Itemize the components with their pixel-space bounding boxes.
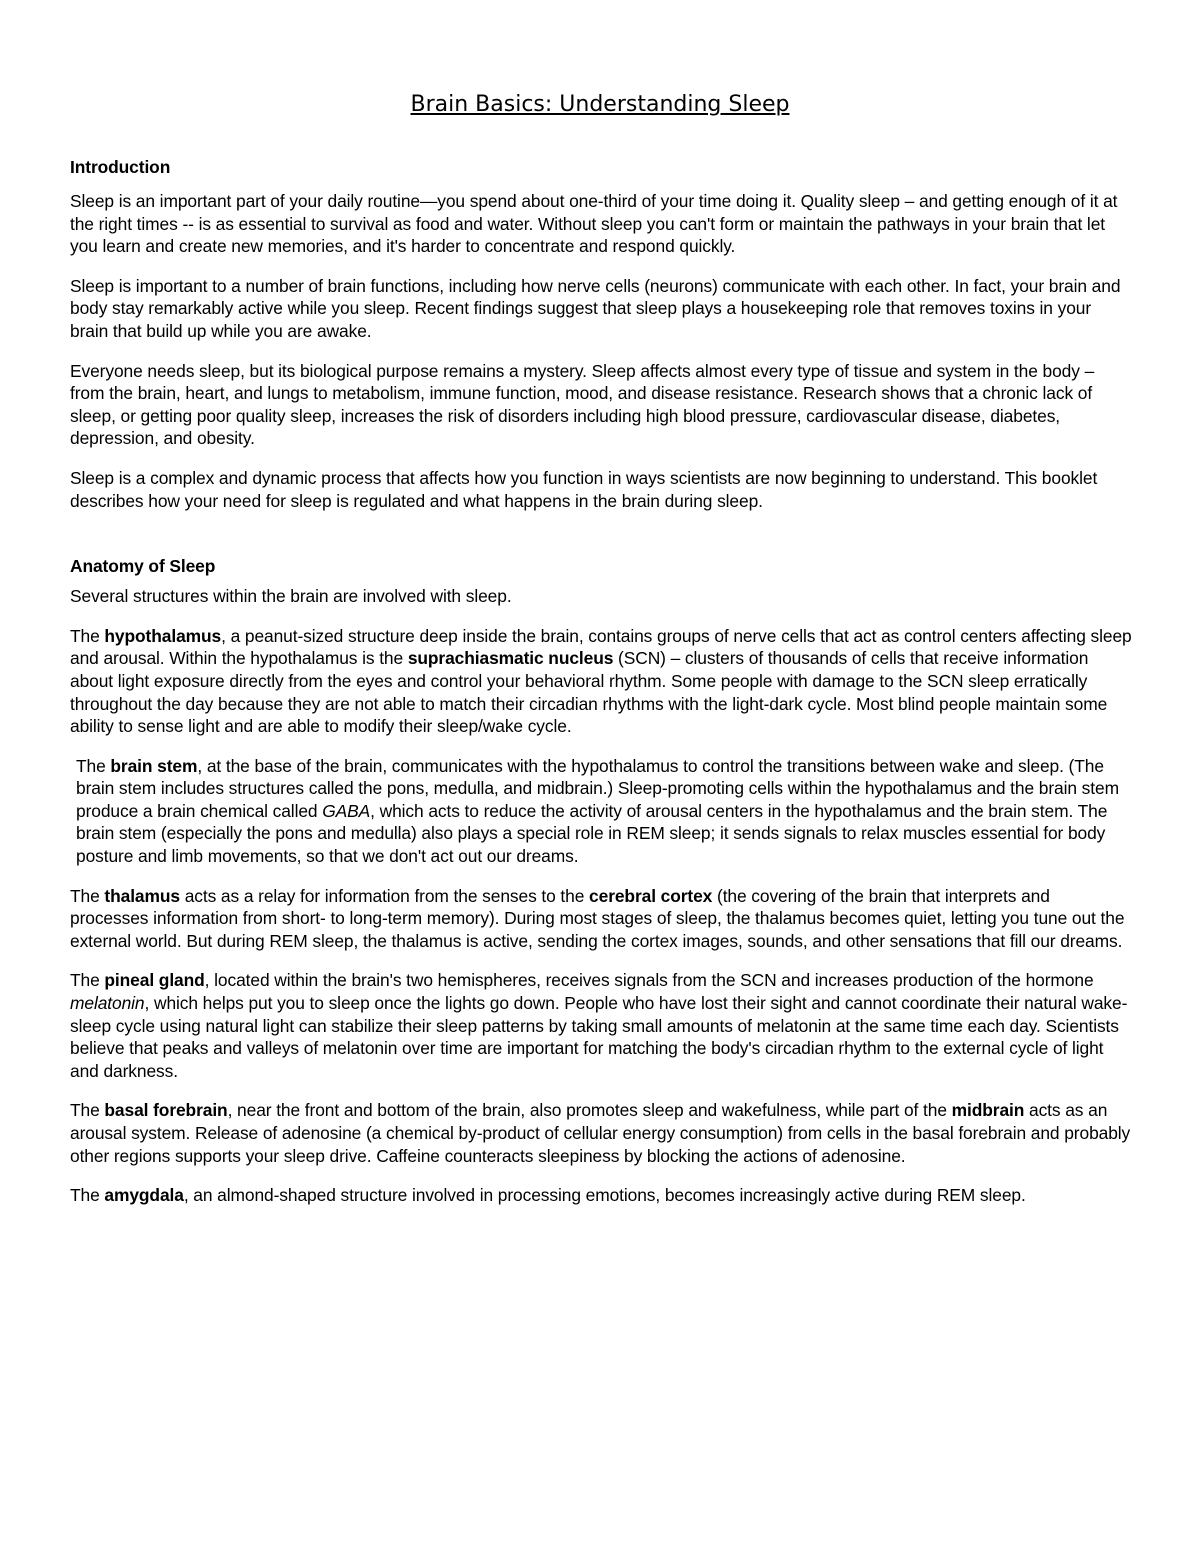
text-run: , near the front and bottom of the brain, also promotes sleep and wakefulness, while part of the bbox=[227, 1100, 952, 1121]
paragraph: Sleep is a complex and dynamic process that affects how you function in ways scientists are now beginning to understand. This booklet describes how your need for sleep is regulated and what happens in the brain during sleep. bbox=[70, 467, 1098, 511]
term-amygdala: amygdala bbox=[104, 1185, 184, 1206]
paragraph: Everyone needs sleep, but its biological purpose remains a mystery. Sleep affects almost every type of tissue and system in the body – from the brain, heart, and lungs to metabolism, immune function, mood, and disease resistance. Research shows that a chronic lack of sleep, or getting poor quality sleep, increases the risk of disorders including high blood pressure, cardiovascular disease, diabetes, depression, and obesity. bbox=[70, 360, 1095, 449]
term-basal-forebrain: basal forebrain bbox=[104, 1100, 228, 1121]
paragraph-basal-forebrain bbox=[70, 1099, 1132, 1167]
text-run: (the covering of the brain that interprets and processes information from short- to long-term memory). During most stages of sleep, the thalamus becomes quiet, letting you tune out the external world. But during REM sleep, the thalamus is active, sending the cortex images, sounds, and other sensations that fill our dreams. bbox=[70, 885, 1125, 951]
paragraph: Sleep is important to a number of brain functions, including how nerve cells (neurons) communicate with each other. In fact, your brain and body stay remarkably active while you sleep. Recent findings suggest that sleep plays a housekeeping role that removes toxins in your brain that build up while you are awake. bbox=[70, 275, 1121, 341]
text-run: , which helps put you to sleep once the lights go down. People who have lost their sight and cannot coordinate their natural wake-sleep cycle using natural light can stabilize their sleep patterns by taking small amounts of melatonin at the same time each day. Scientists believe that peaks and valleys of melatonin over time are important for matching the body's circadian rhythm to the external cycle of light and darkness. bbox=[70, 993, 1128, 1081]
paragraph: Several structures within the brain are involved with sleep. bbox=[70, 586, 512, 607]
text-run: , at the base of the brain, communicates with the hypothalamus to control the transitions between wake and sleep. (The brain stem includes structures called the pons, medulla, and midbrain.) Sleep-promoting cells within the hypothalamus and the brain stem produce a brain chemical called bbox=[76, 755, 1119, 821]
text-run: The bbox=[70, 885, 105, 906]
term-gaba: GABA bbox=[322, 800, 371, 821]
paragraph-hypothalamus bbox=[70, 625, 1132, 738]
paragraph-amygdala bbox=[70, 1184, 1132, 1207]
text-run: acts as an arousal system. Release of adenosine (a chemical by-product of cellular energy consumption) from cells in the basal forebrain and probably other regions supports your sleep drive. Caffeine counteracts sleepiness by blocking the actions of adenosine. bbox=[70, 1100, 1131, 1166]
term-cerebral-cortex: cerebral cortex bbox=[589, 885, 713, 906]
section-heading-anatomy: Anatomy of Sleep bbox=[70, 556, 216, 577]
text-run: The bbox=[70, 625, 105, 646]
paragraph-pineal bbox=[70, 969, 1132, 1082]
term-hypothalamus: hypothalamus bbox=[104, 625, 222, 646]
text-run: acts as a relay for information from the senses to the bbox=[179, 885, 590, 906]
term-brain-stem: brain stem bbox=[110, 755, 198, 776]
text-run: The bbox=[70, 1100, 105, 1121]
term-midbrain: midbrain bbox=[951, 1100, 1025, 1121]
text-run: , a peanut-sized structure deep inside the brain, contains groups of nerve cells that act as control centers affecting sleep and arousal. Within the hypothalamus is the bbox=[70, 625, 1132, 669]
section-heading-introduction: Introduction bbox=[70, 157, 171, 177]
term-melatonin: melatonin bbox=[70, 993, 145, 1014]
text-run: (SCN) – clusters of thousands of cells that receive information about light exposure directly from the eyes and control your behavioral rhythm. Some people with damage to the SCN sleep erratically throughout the day because they are not able to match their circadian rhythms with the light-dark cycle. Most blind people maintain some ability to sense light and are able to modify their sleep/wake cycle. bbox=[70, 648, 1108, 737]
text-run: , an almond-shaped structure involved in processing emotions, becomes increasingly active during REM sleep. bbox=[183, 1185, 1026, 1206]
page-title: Brain Basics: Understanding Sleep bbox=[410, 92, 790, 117]
term-thalamus: thalamus bbox=[104, 885, 180, 906]
text-run: The bbox=[70, 970, 105, 991]
text-run: The bbox=[70, 1185, 105, 1206]
paragraph: Sleep is an important part of your daily routine—you spend about one-third of your time doing it. Quality sleep – and getting enough of it at the right times -- is as essential to survival as food and water. Without sleep you can't form or maintain the pathways in your brain that let you learn and create new memories, and it's harder to concentrate and respond quickly. bbox=[70, 191, 1118, 257]
term-scn: suprachiasmatic nucleus bbox=[407, 648, 614, 669]
text-run: The bbox=[76, 755, 111, 776]
paragraph-brain-stem bbox=[70, 755, 1132, 868]
paragraph-thalamus bbox=[70, 885, 1132, 953]
term-pineal-gland: pineal gland bbox=[104, 970, 205, 991]
section-gap bbox=[70, 529, 1132, 553]
text-run: , located within the brain's two hemispheres, receives signals from the SCN and increases production of the hormone bbox=[204, 970, 1094, 991]
text-run: , which acts to reduce the activity of arousal centers in the hypothalamus and the brain stem. The brain stem (especially the pons and medulla) also plays a special role in REM sleep; it sends signals to relax muscles essential for body posture and limb movements, so that we don't act out our dreams. bbox=[76, 800, 1108, 867]
document-body bbox=[70, 154, 1132, 1224]
